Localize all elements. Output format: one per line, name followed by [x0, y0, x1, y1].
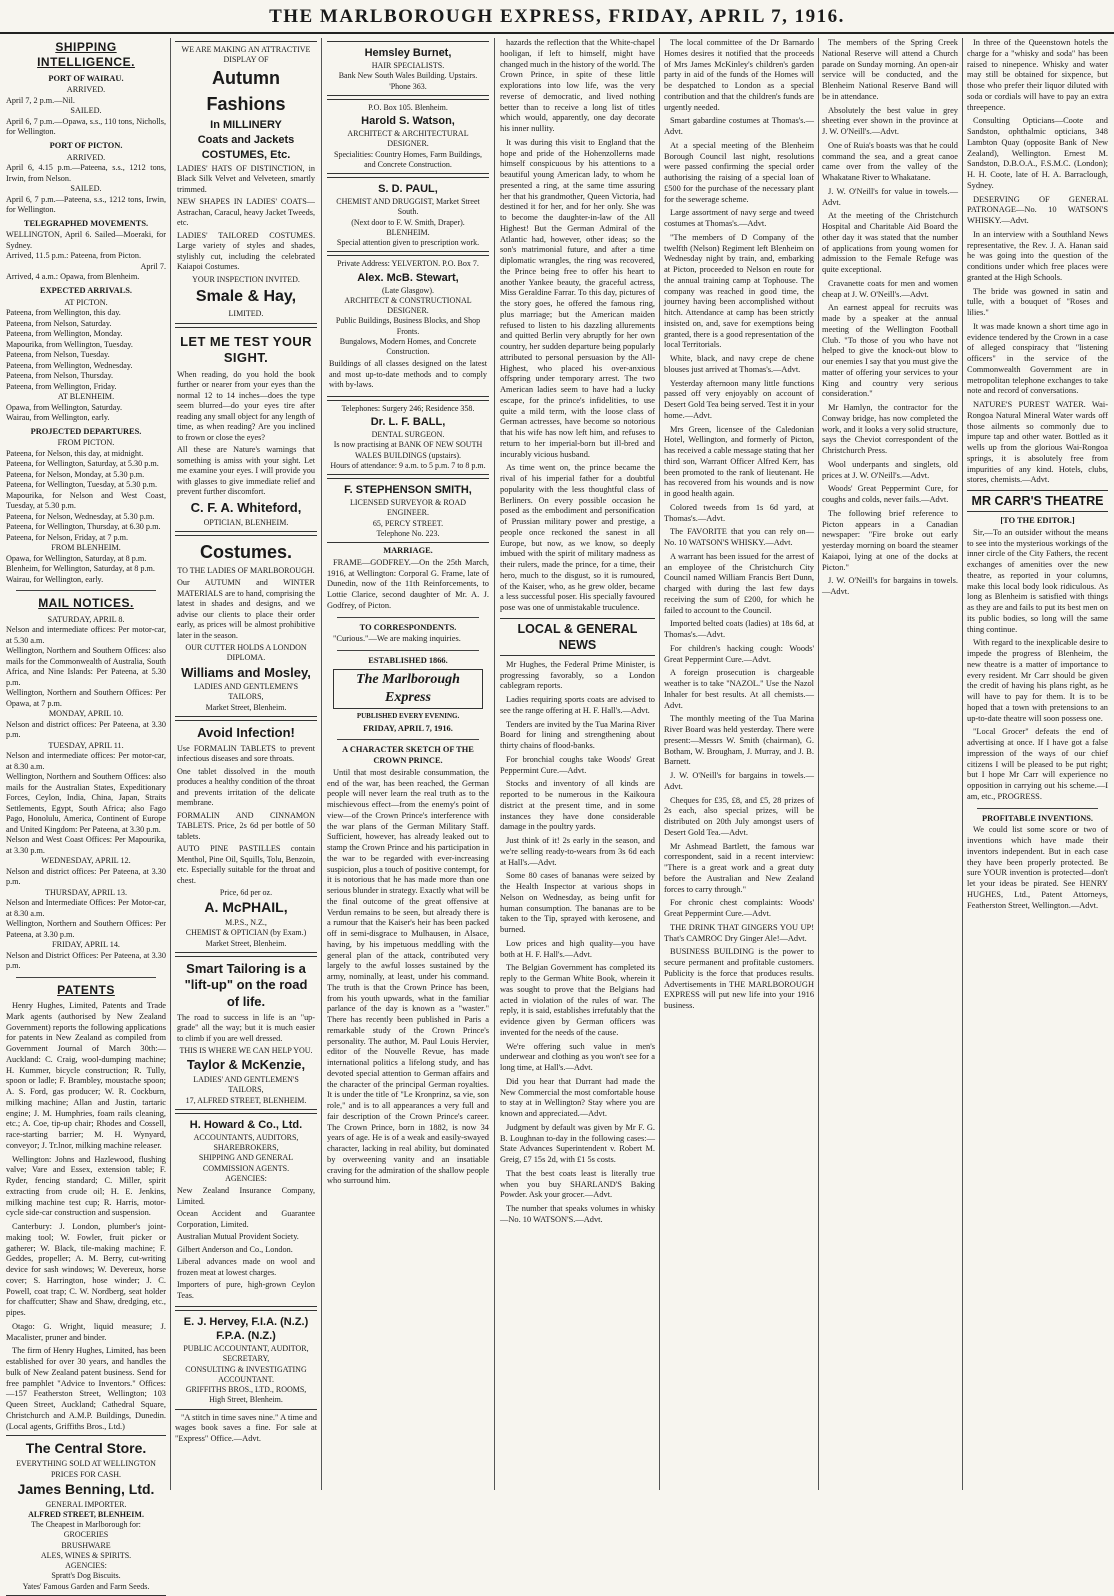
fashions-headline: Autumn: [212, 68, 280, 89]
shipping-line: Wairau, from Wellington, early.: [6, 413, 110, 423]
costumes-to: TO THE LADIES OF MARLBOROUGH.: [177, 565, 315, 575]
news-paragraph: In three of the Queenstown hotels the charge for a "whisky and soda" has been raised to ninepence. Whisky and water may still be obtained for sixpence, but those who prefer their liquor diluted with soda or cordials will have to pay an extra threepence.: [967, 38, 1108, 112]
news-paragraph: White, black, and navy crepe de chene blouses just arrived at Thomas's.—Advt.: [664, 354, 814, 374]
central-store-line: ALES, WINES & SPIRITS.: [40, 1550, 132, 1560]
shipping-line: Pateena, for Wellington, Tuesday, at 5.30 p.m.: [6, 480, 158, 490]
patents-paragraph: Otago: G. Wright, liquid measure; J. Macalister, pruner and binder.: [6, 1321, 166, 1342]
business-card: [327, 177, 489, 252]
projected-list: [6, 438, 166, 585]
tailoring-firm-sub: 17, ALFRED STREET, BLENHEIM.: [185, 1095, 307, 1105]
news-paragraph: That the best coats least is literally true when you buy SHARLAND'S Baking Powder. Ask your grocer.—Advt.: [500, 1168, 655, 1200]
shipping-line: April 7, 2 p.m.—Nil.: [6, 95, 75, 105]
to-editor-line: [TO THE EDITOR.]: [1000, 516, 1075, 525]
card-line: ARCHITECT & ARCHITECTURAL DESIGNER.: [347, 129, 469, 149]
shipping-line: Pateena, for Nelson, Monday, at 5.30 p.m.: [6, 469, 145, 479]
news-paragraph: For children's hacking cough: Woods' Great Peppermint Cure.—Advt.: [664, 643, 814, 664]
news-paragraph: J. W. O'Neill's for bargains in towels.—Advt.: [822, 576, 958, 596]
howard-line: Liberal advances made on wool and frozen meat at lowest charges.: [177, 1257, 315, 1277]
shipping-line: SAILED.: [70, 106, 102, 116]
shipping-line: Pateena, for Nelson, this day, at midnight.: [6, 448, 144, 458]
divider: [337, 650, 479, 651]
hervey-title: E. J. Hervey, F.I.A. (N.Z.) F.P.A. (N.Z.): [183, 1316, 309, 1343]
news-paragraph: Smart gabardine costumes at Thomas's.—Advt.: [664, 116, 814, 136]
sight-title: LET ME TEST YOUR SIGHT.: [180, 333, 312, 366]
shipping-line: Wairau, for Wellington, early.: [6, 574, 104, 584]
shipping-line: Pateena, from Wellington, Friday.: [6, 381, 117, 391]
card-line: ARCHITECT & CONSTRUCTIONAL DESIGNER.: [344, 295, 472, 316]
mail-line: Nelson and intermediate offices: Per motor-car, at 5.30 a.m.: [6, 625, 166, 645]
tailoring-firm-sub: LADIES' AND GENTLEMEN'S TAILORS,: [193, 1075, 299, 1095]
column-rule: [818, 38, 819, 1490]
shipping-line: Blenheim, for Wellington, Saturday, at 8 p.m.: [6, 564, 155, 574]
column-6: [822, 38, 958, 1490]
news-paragraph: BUSINESS BUILDING is the power to secure permanent and profitable customers. Publicity is the force that produces results. Advertisements in THE MARLBOROUGH EXPRESS will put new life into your 1916 business.: [664, 947, 814, 1010]
shipping-line: ARRIVED.: [66, 85, 106, 95]
mail-line: Nelson and intermediate offices: Per motor-car, at 8.30 a.m.: [6, 751, 166, 771]
business-card: [327, 400, 489, 475]
howard-line: Gilbert Anderson and Co., London.: [177, 1244, 293, 1254]
wairau-heading: PORT OF WAIRAU.: [48, 73, 124, 83]
column-rule: [962, 38, 963, 1490]
news-paragraph: An earnest appeal for recruits was made by a speaker at the annual meeting of the Wellington Football Club. "To those of you who have not helped to give the knock-out blow to our enemies I say that you must give the matter of offering your services to your King and country very serious consideration.": [822, 303, 958, 399]
column-rule: [494, 38, 495, 1490]
shipping-line: Pateena, for Nelson, Friday, at 7 p.m.: [6, 532, 129, 542]
mail-line: SATURDAY, APRIL 8.: [47, 614, 125, 624]
shipping-line: AT PICTON.: [64, 297, 108, 307]
card-line: HAIR SPECIALISTS.: [371, 61, 445, 71]
costumes-title: Costumes.: [199, 541, 293, 562]
infection-ad: [175, 720, 317, 953]
published-line: PUBLISHED EVERY EVENING.: [356, 711, 460, 720]
mail-line: Nelson and West Coast Offices: Per Mapourika, at 3.30 p.m.: [6, 835, 166, 855]
news-paragraph: Woods' Great Peppermint Cure, for coughs and colds, never fails.—Advt.: [822, 484, 958, 504]
fashions-line: COSTUMES, Etc.: [201, 148, 291, 161]
hervey-line: PUBLIC ACCOUNTANT, AUDITOR, SECRETARY,: [183, 1344, 309, 1364]
news-paragraph: DESERVING OF GENERAL PATRONAGE—No. 10 WATSON'S WHISKY.—Advt.: [967, 194, 1108, 225]
shipping-line: Pateena, from Wellington, Wednesday.: [6, 360, 133, 370]
news-paragraph: Mrs Green, licensee of the Caledonian Hotel, Wellington, and formerly of Picton, has received a cable message stating that her third son, Warrant Officer Alfred Kerr, has been promoted to the rank of lieutenant. He has recovered from his wounds and is now in good health again.: [664, 424, 814, 498]
news-paragraph: Mr Ashmead Bartlett, the famous war correspondent, said in a recent interview: "There is a great work and a great duty before the Australian and New Zealand forces to carry through.": [664, 841, 814, 894]
central-store-title: The Central Store.: [25, 1440, 147, 1457]
fashions-line: In MILLINERY: [210, 118, 282, 131]
fashions-headline: Fashions: [206, 93, 286, 114]
central-store-line: Spratt's Dog Biscuits.: [51, 1571, 121, 1581]
card-line: Hours of attendance: 9 a.m. to 5 p.m. 7 to 8 p.m.: [330, 460, 486, 470]
shipping-line: Mapourika, from Wellington, Tuesday.: [6, 339, 133, 349]
divider: [16, 590, 156, 591]
mail-line: WEDNESDAY, APRIL 12.: [41, 856, 131, 866]
hervey-line: CONSULTING & INVESTIGATING ACCOUNTANT.: [185, 1364, 307, 1384]
news-paragraph: Large assortment of navy serge and tweed costumes at Thomas's.—Advt.: [664, 208, 814, 228]
news-paragraph: Consulting Opticians—Coote and Sandston, ophthalmic opticians, 348 Lambton Quay (opposite Bank of New Zealand), Wellington. Ernest M. Sandston, D.B.O.A., F.S.M.C. (London); H. H. Coote, late of H. A. Barraclough, Sydney.: [967, 116, 1108, 190]
infection-firm: A. McPHAIL,: [204, 899, 288, 916]
news-paragraph: We're offering such value in men's underwear and clothing as you won't see for a long time, at Hall's.—Advt.: [500, 1041, 655, 1072]
infection-firm-sub: M.P.S., N.Z.,: [225, 918, 267, 928]
patents-paragraph: Henry Hughes, Limited, Patents and Trade Mark agents (authorised by New Zealand Government) reports the following applications for patents in New Zealand as compiled from Government Journal of March 30th:— Auckland: C. Craig, wool-dumping machine; H. Kummer, bicycle construction; R. Tully, spoon or ladle; F. Brambley, moustache spoon; A. S. Ford, gas producer; W. R. Cockburn, milking machine; Allan and Justin, tartaric engine; J. M. Humphries, foam rails cleaning, etc.; A. Coe, tip-up chair; Rhodes and Cossell, race-starting barrier; M. H. Wynyard, conveyor; J. Tr.lnor, milking machine releaser.: [6, 1001, 166, 1150]
leader-paragraph: As time went on, the prince became the rival of his imperial father for a doubtful popularity with the less thoughtful class of Berliners. On every possible occasion he posed as the embodiment and personification of Prussian military power and prestige, a people once reckoned the sanest in all Europe, but now, as we know, so deeply imbued with the spirit of military madness as their rulers, made the prince, for a time, their hero, much to the disgust, so it is rumoured, of the Kaiser, who, as he grew older, became a less successful poser. His specially favoured pose was one of unmistakable truculence.: [500, 463, 655, 612]
news-paragraph: A warrant has been issued for the arrest of an employee of the Christchurch City Council named William Francis Bert Dunn, charged with during the last few days receiving the sum of £200, for which he failed to account to the Council.: [664, 551, 814, 615]
mail-line: Wellington, Northern and Southern Offices: Per Pateena, at 3.30 p.m.: [6, 919, 166, 939]
fashions-ad: [175, 41, 317, 324]
news-paragraph: The number that speaks volumes in whisky—No. 10 WATSON'S.—Advt.: [500, 1204, 655, 1224]
howard-line: Importers of pure, high-grown Ceylon Teas.: [177, 1280, 315, 1300]
shipping-line: April 6, 4.15 p.m.—Pateena, s.s., 1212 tons, Irwin, from Nelson.: [6, 163, 166, 183]
sight-text: When reading, do you hold the book further or nearer from your eyes than the normal 12 to 14 inches—does the type seem blurred—do your eyes tire after reading any small object for any length of time, as when reading? Are you inclined to frown or close the eyes?: [177, 369, 315, 442]
fashions-firm-sub: LIMITED.: [228, 309, 264, 319]
news-paragraph: In an interview with a Southland News representative, the Rev. J. A. Hanan said he was going into the question of the conditions under which free places were granted at the High Schools.: [967, 229, 1108, 282]
news-paragraph: One of Ruia's boasts was that he could command the sea, and a great canoe came over from the valley of the Whakatane River to Whakatane.: [822, 140, 958, 182]
correspondents-heading: TO CORRESPONDENTS.: [359, 622, 457, 632]
shipping-line: Mapourika, for Nelson and West Coast, Tuesday, at 5.30 p.m.: [6, 490, 166, 511]
hervey-ad: [175, 1310, 317, 1410]
card-line: (Next door to F. W. Smith, Draper). BLENHEIM.: [351, 217, 465, 237]
mail-line: Nelson and Intermediate Offices: Per Motor-car, at 8.30 a.m.: [6, 898, 166, 918]
picton-list: [6, 153, 166, 216]
shipping-line: Opawa, for Wellington, Saturday, at 8 p.m.: [6, 553, 147, 563]
mail-line: Nelson and District Offices: Per Pateena, at 3.30 p.m.: [6, 950, 166, 971]
local-news-heading: LOCAL & GENERAL NEWS: [500, 618, 655, 656]
tailoring-text: THIS IS WHERE WE CAN HELP YOU.: [179, 1046, 313, 1056]
card-line: Bungalows, Modern Homes, and Concrete Construction.: [339, 336, 477, 356]
card-line: Telephone No. 223.: [376, 528, 440, 538]
card-line: Buildings of all classes designed on the latest and most up-to-date methods and to comply with by-laws.: [329, 359, 487, 390]
news-paragraph: Colored tweeds from 1s 6d yard, at Thomas's.—Advt.: [664, 502, 814, 523]
news-paragraph: The local committee of the Dr Barnardo Homes desires it notified that the proceeds of Mrs James McKinley's children's garden party in aid of the funds of the Homes will be despatched to London as a special contribution and that the children's funds are urgently needed.: [664, 38, 814, 112]
howard-line: New Zealand Insurance Company, Limited.: [177, 1186, 315, 1206]
mail-notices-heading: MAIL NOTICES.: [38, 596, 134, 611]
mail-line: Wellington, Northern and Southern Offices: also mails for the Australian States, Expeditionary Forces, Ceylon, India, China, Japan, Straits Settlements, Egypt, South Africa; also Fago Pago, Honolulu, America, Continent of Europe and United Kingdom: Per Pateena, at 3.30 p.m.: [6, 772, 166, 834]
howard-title: H. Howard & Co., Ltd.: [189, 1118, 303, 1131]
infection-text: Price, 6d per oz.: [219, 888, 273, 897]
news-paragraph: The following brief reference to Picton appears in a Canadian newspaper: "Fire broke out early yesterday morning on board the steamer Kaiapoi, lying at one of the docks at Picton.": [822, 508, 958, 572]
column-1: [6, 38, 166, 1591]
shipping-line: Opawa, from Wellington, Saturday.: [6, 402, 122, 412]
central-store-ad: [6, 1435, 166, 1595]
news-paragraph: Ladies requiring sports coats are advised to see the range offering at H. F. Hall's.—Advt.: [500, 695, 655, 715]
infection-text: Use FORMALIN TABLETS to prevent infectious diseases and sore throats.: [177, 743, 315, 763]
card-line: Is now practising at BANK OF NEW SOUTH WALES BUILDINGS (upstairs).: [333, 440, 483, 460]
fashions-text: YOUR INSPECTION INVITED.: [192, 274, 300, 284]
news-paragraph: Did you hear that Durrant had made the New Commercial the most comfortable house to stay at in Wellington? Stay where you are known and appreciated.—Advt.: [500, 1076, 655, 1118]
news-paragraph: The bride was gowned in satin and tulle, with a bouquet of "Roses and lilies.": [967, 286, 1108, 317]
card-line: LICENSED SURVEYOR & ROAD ENGINEER.: [349, 498, 467, 518]
costumes-firm-sub: Market Street, Blenheim.: [205, 702, 287, 712]
column-rule: [321, 38, 322, 1490]
column-4: [500, 38, 655, 1490]
news-paragraph: It was made known a short time ago in evidence tendered by the Crown in a case of alleged conspiracy that "listening officers" in the service of the Commonwealth Government are in metropolitan telephone exchanges to take note and record of conversations.: [967, 321, 1108, 396]
news-paragraph: "The members of D Company of the twelfth (Nelson) Regiment left Blenheim on Wednesday night by train, and, embarking at Picton, proceeded to Nelson en route for the annual training camp at Tophouse. The company was reached in good time, the journey having been accomplished without hitch. Attendance at camp has been strictly insisted on, and, save for exemptions being granted, there is a good representation of the local Territorials.: [664, 232, 814, 350]
central-store-line: ALFRED STREET, BLENHEIM.: [28, 1509, 144, 1519]
news-paragraph: Tenders are invited by the Tua Marina River Board for lining and strengthening about thirty chains of flood-banks.: [500, 719, 655, 750]
news-paragraph: J. W. O'Neill's for value in towels.—Advt.: [822, 186, 958, 207]
masthead: [0, 0, 1114, 34]
costumes-firm: Williams and Mosley,: [181, 664, 311, 680]
costumes-text: Our AUTUMN and WINTER MATERIALS are to hand, comprising the latest in shades and designs, and we advise our clients to place their order early, as prices will be almost prohibitive later in the season.: [177, 578, 315, 640]
news-paragraph: J. W. O'Neill's for bargains in towels.—Advt.: [664, 771, 814, 791]
central-store-line: BRUSHWARE: [61, 1540, 111, 1550]
shipping-line: Pateena, for Wellington, Thursday, at 6.30 p.m.: [6, 522, 161, 532]
shipping-line: April 6, 7 p.m.—Opawa, s.s., 110 tons, Nicholls, for Wellington.: [6, 116, 166, 137]
card-line: 65, PERCY STREET.: [372, 518, 444, 528]
shipping-line: April 7.: [140, 261, 166, 271]
news-paragraph: The FAVORITE that you can rely on—No. 10 WATSON'S WHISKY.—Advt.: [664, 527, 814, 547]
marriage-notice: FRAME—GODFREY.—On the 25th March, 1916, at Wellington: Corporal G. Frame, late of Dunedin, now of the 11th Reinforcements, to Lottie Clarice, second daughter of Mr. A. J. Godfrey, of Picton.: [327, 557, 489, 610]
news-paragraph: Mr Hamlyn, the contractor for the Conway bridge, has now completed the work, and it looks a very solid structure, says the Cheviot correspondent of the Christchurch Press.: [822, 403, 958, 455]
card-line: CHEMIST AND DRUGGIST, Market Street South.: [336, 197, 480, 217]
costumes-firm-sub: LADIES AND GENTLEMEN'S TAILORS,: [193, 682, 299, 702]
news-paragraph: The Belgian Government has completed its reply to the German White Book, wherein it was sought to prove that the Belgians had acted in violation of the rules of war. The reply, it is said, establishes irrefutably that the evidence given by German officers was invented for the needs of the cause.: [500, 963, 655, 1037]
card-line: DENTAL SURGEON.: [371, 430, 445, 440]
card-name: Dr. L. F. BALL,: [370, 415, 446, 428]
central-store-firm: James Benning, Ltd.: [17, 1480, 155, 1497]
divider: [16, 977, 156, 978]
shipping-line: Pateena, from Wellington, this day.: [6, 308, 121, 318]
projected-heading: PROJECTED DEPARTURES.: [30, 426, 142, 436]
expected-heading: EXPECTED ARRIVALS.: [40, 285, 132, 295]
letter-paragraph: With regard to the inexplicable desire to impede the progress of Blenheim, the new theatre is a matter of importance to every resident. Mr Carr should be given the credit of having his plans right, as he will have to pay for them. It is to be hoped that a town with pretensions to an up-to-date theatre will soon possess one.: [967, 638, 1108, 723]
dateline: FRIDAY, APRIL 7, 1916.: [363, 723, 453, 733]
patents-paragraph: The firm of Henry Hughes, Limited, has been established for over 30 years, and handles the bulk of New Zealand patent business. Send for free pamphlet "Advice to Inventors." Offices:—157 Featherston Street, Wellington; 103 Queen Street, Auckland; Cathedral Square, Christchurch and A.M.P. Buildings, Dunedin. (Local agents, Griffiths Bros., Ltd.): [6, 1346, 166, 1431]
howard-line: Australian Mutual Provident Society.: [177, 1232, 299, 1242]
leader-paragraph: Until that most desirable consummation, the end of the war, has been reached, the German people will never learn the real truth as to the mischievous effect—from the enemy's point of view—of the Crown Prince's interference with the war plans of the German Military Staff. Sufficient, however, has already leaked out to stamp the Crown Prince and his participation in the war to be regarded with ever-increasing suspicion, plus a touch of positive contempt, for it is notorious that he has made more than one serious blunder in strategy. Exactly what will be the final outcome of the great offensive at Verdun remains to be seen, but already there is a rumour that the Kaiser's heir has been packed off in semi-disgrace to Mulhausen, in Alsace, having, by his impetuous meddling with the general plan of the attack, contributed very largely to the awful losses sustained by the army, nominally, at least, under his command. The truth is that the Crown Prince has been, from his youth upwards, what in the familiar parlance of the day is known as a "waster." There has recently been published in Paris a remarkable study of the Crown Prince's personality. The author, M. Paul Louis Hervier, editor of the Nouvelle Revue, has made international politics a lifelong study, and has devoted special attention to German affairs and the character of the principal German royalties. It is under the title of "Le Kronprinz, sa vie, son role," and is to all appearances a very full and fair description of the Crown Prince's career. The Crown Prince, born in 1882, is now 34 years of age. He is of a weak and easily-swayed character, lacking in real ability, but dominated by overweening vanity and an insatiable craving for the admiration of the shallow people who surround him.: [327, 767, 489, 1186]
card-line: Specialities: Country Homes, Farm Buildings, and Concrete Construction.: [334, 149, 482, 169]
column-rule: [659, 38, 660, 1490]
infection-firm-sub: CHEMIST & OPTICIAN (by Exam.): [185, 928, 307, 938]
stitch-notice: "A stitch in time saves nine." A time and wages book saves a fine. For sale at "Express" Office.—Advt.: [175, 1412, 317, 1444]
expected-list: [6, 298, 166, 424]
fashions-line: Coats and Jackets: [197, 133, 295, 146]
infection-text: AUTO PINE PASTILLES contain Menthol, Pine Oil, Squills, Tolu, Benzoin, etc. Especially suitable for the throat and chest.: [177, 844, 316, 885]
fashions-text: LADIES' HATS OF DISTINCTION, in Black Silk Velvet and Velveteen, smartly trimmed.: [177, 163, 315, 194]
shipping-line: FROM BLENHEIM.: [51, 543, 121, 553]
news-paragraph: A foreign prosecution is chargeable weather is to take "NAZOL." Use the Nazol Inhaler for best results. At all chemists.—Advt.: [664, 668, 814, 710]
infection-text: FORMALIN AND CINNAMON TABLETS. Price, 2s 6d per bottle of 50 tablets.: [177, 810, 315, 841]
card-name: S. D. PAUL,: [378, 183, 438, 196]
tailoring-ad: [175, 956, 317, 1110]
howard-line: AGENCIES:: [225, 1173, 267, 1183]
business-card: [327, 99, 489, 174]
mail-line: TUESDAY, APRIL 11.: [48, 740, 124, 750]
news-paragraph: At a special meeting of the Blenheim Borough Council last night, resolutions were passed confirming the special order authorising the raising of a special loan of £500 for the purchase of the necessary plant for the sewerage scheme.: [664, 140, 814, 204]
marriage-heading: MARRIAGE.: [383, 546, 433, 555]
news-paragraph: The monthly meeting of the Tua Marina River Board was held yesterday. There were present:—Messrs W. Smith (chairman), G. Botham, W. Brougham, J. Murray, and J. B. Barnett.: [664, 714, 814, 767]
news-paragraph: Cheques for £35, £8, and £5, 28 prizes of 2s each, also special prizes, will be distributed on 20th July amongst users of Desert Gold Tea.—Advt.: [664, 795, 814, 837]
shipping-line: Pateena, for Nelson, Wednesday, at 5.30 p.m.: [6, 511, 155, 521]
shipping-line: SAILED.: [70, 184, 102, 194]
card-name: Harold S. Watson,: [361, 115, 455, 128]
infection-firm-sub: Market Street, Blenheim.: [205, 938, 287, 948]
hervey-line: GRIFFITHS BROS., LTD., ROOMS, High Street, Blenheim.: [185, 1385, 307, 1405]
shipping-line: Arrived, 4 a.m.: Opawa, from Blenheim.: [6, 272, 140, 282]
leader-paragraph: It was during this visit to England that the hope and pride of the Hohenzollerns made himself conspicuous by his attentions to a beautiful young American lady, to whom he presented a ring, at the same time assuring her that his grandmother, Queen Victoria, had destined it for her, and for her only. She was to become the daughter-in-law of the All Highest! But the German Admiral of the Atlantic had, however, other ideas; so the son's matrimonial future, and after a time diplomatic wrangles, the ring was recovered, the Prince being free to offer his heart to another Yankee beauty, the graceful actress, Miss Geraldine Farrar. To this day, pictures of the story goes, he offered the famous ring, plus marriage; but the American maiden refused to listen to his dazzling allurements and quitted Berlin very abruptly for her own country, her sudden departure being popularly attributed to personal persuasion by the All-Highest, who placed his over-anxious offspring under temporary arrest. The two American ladies seem to have had a lucky escape, for the prince's infidelities, to use quite a mild term, with the loose class of German actresses, have become so notorious that his wife has now left him, and refuses to return to her imperial-born but ill-bred and incurably vicious husband.: [500, 137, 655, 459]
shipping-line: Pateena, for Wellington, Saturday, at 5.30 p.m.: [6, 459, 159, 469]
divider: [337, 739, 479, 740]
news-paragraph: Judgment by default was given by Mr F. G. B. Loughnan to-day in the following cases:—State Advances Superintendent v. Robert M. Greig, £7 15s 2d, with £1 5s costs.: [500, 1122, 655, 1164]
infection-title: Avoid Infection!: [197, 724, 295, 740]
fashions-firm: Smale & Hay,: [195, 288, 297, 305]
central-store-line: Yates' Famous Garden and Farm Seeds.: [22, 1581, 150, 1591]
leader-paragraph: hazards the reflection that the White-chapel hooligan, if left to himself, might have changed much in the history of the world. The Crown Prince, in spite of these little explorations into low life, was the very reverse of democratic, and lived nothing better than to receive a long list of titles which would, apparently, one day decorate his inner nullity.: [500, 38, 655, 133]
shipping-line: Pateena, from Wellington, Monday.: [6, 329, 123, 339]
sight-ad: [175, 327, 317, 532]
mail-line: Nelson and district offices: Per Pateena, at 3.30 p.m.: [6, 866, 166, 887]
news-paragraph: For bronchial coughs take Woods' Great Peppermint Cure.—Advt.: [500, 754, 655, 775]
shipping-line: April 6, 7 p.m.—Pateena, s.s., 1212 tons, Irwin, for Wellington.: [6, 194, 166, 215]
card-line: Telephones: Surgery 246; Residence 358.: [341, 403, 475, 413]
leader-heading: A CHARACTER SKETCH OF THE CROWN PRINCE.: [342, 745, 474, 766]
letter-paragraph: "Local Grocer" defeats the end of advertising at once. If I have got a false impression of the ways of our chief citizens I will be pleased to be put right; but I hope Mr Carr will experience no opposition in carrying out his scheme.—I am, etc., PROGRESS.: [967, 727, 1108, 801]
theatre-heading: MR CARR'S THEATRE: [967, 490, 1108, 512]
shipping-line: Pateena, from Nelson, Tuesday.: [6, 350, 110, 360]
masthead-title: THE MARLBOROUGH EXPRESS, FRIDAY, APRIL 7, 1916.: [269, 6, 845, 27]
inventions-paragraph: We could list some score or two of inventions which have made their inventors independent. But in each case they have been properly protected. Be sure YOUR invention is protected—don't let your ideas be pirated. See HENRY HUGHES, Ltd., Patent Attorneys, Featherston Street, Wellington.—Advt.: [967, 825, 1108, 910]
mail-notices-list: [6, 615, 166, 972]
news-paragraph: Some 80 cases of bananas were seized by the Health Inspector at various shops in Nelson on Wednesday, as being unfit for human consumption. The bananas are to be taken to the Tip, sprayed with kerosene, and burned.: [500, 871, 655, 934]
card-line: Public Buildings, Business Blocks, and Shop Fronts.: [335, 316, 481, 336]
news-paragraph: THE DRINK THAT GINGERS YOU UP! That's CAMROC Dry Ginger Ale!—Advt.: [664, 922, 814, 943]
column-5: [664, 38, 814, 1490]
letter-paragraph: Sir,—To an outsider without the means to see into the mysterious workings of the inner circle of the City Fathers, the recent exchanges of amenities over the new theatre, as reported in your columns, make this local body look ridiculous. As long as Blenheim is satisfied with things as they are and fails to put its best men on its public bodies, so long will the same thing continue.: [967, 527, 1108, 634]
mail-line: Wellington, Northern and Southern Offices: also mails for the Commonwealth of Australia, South Africa, and Nine Islands: Per Pateena, at 5.30 p.m.: [6, 646, 166, 687]
card-line: Private Address: YELVERTON. P.O. Box 7.: [337, 259, 479, 269]
inventions-heading: PROFITABLE INVENTIONS.: [981, 813, 1094, 823]
business-card: [327, 41, 489, 96]
card-line: (Late Glasgow).: [382, 285, 434, 295]
news-paragraph: Yesterday afternoon many little functions passed off very enjoyably on account of Desert Gold Tea being served. Test it in your home.—Advt.: [664, 378, 814, 420]
divider: [337, 617, 479, 618]
card-line: Special attention given to prescription work.: [336, 238, 480, 248]
news-paragraph: The members of the Spring Creek National Reserve will attend a Church parade on Sunday morning. An open-air service will be conducted, and the Blenheim National Reserve Band will be in attendance.: [822, 38, 958, 101]
card-line: Bank New South Wales Building. Upstairs.: [338, 71, 478, 81]
patents-paragraph: Wellington: Johns and Hazlewood, flushing valve; Vare and Essex, extension table; F. Ryder, fencing standard; C. Miller, spirit extracting from crude oil; H. E. Jenkins, milking machine test cup; R. Harris, motor-cycle side-car construction and suspension.: [6, 1154, 166, 1218]
sight-firm-sub: OPTICIAN, BLENHEIM.: [203, 517, 289, 527]
telegraphed-list: [6, 230, 166, 283]
news-paragraph: Wool underpants and singlets, old prices at J. W. O'Neill's.—Advt.: [822, 459, 958, 480]
news-paragraph: Cravanette coats for men and women cheap at J. W. O'Neill's.—Advt.: [822, 278, 958, 299]
mail-line: MONDAY, APRIL 10.: [48, 709, 124, 719]
patents-paragraph: Canterbury: J. London, plumber's joint-making tool; W. Fowler, fruit picker or gatherer; W. Black, tile-making machine; F. Geddes, propeller; A. M. Berry, cut-writing device for sash windows; W. Devereux, horse cover; S. Harrington, hose winder; J. C. Powell, coat trap; C. W. Nordberg, seat holder for chaffcutter; Shaw and Shaw, dredging, etc., pipes.: [6, 1222, 166, 1318]
central-store-line: The Cheapest in Marlborough for:: [31, 1520, 141, 1530]
business-card: [327, 478, 489, 543]
card-line: 'Phone 363.: [389, 81, 427, 91]
newspaper-logo: The Marlborough Express: [333, 669, 483, 709]
correspondents-notice: "Curious."—We are making inquiries.: [333, 634, 461, 644]
business-card: [327, 255, 489, 396]
shipping-line: Pateena, from Nelson, Thursday.: [6, 371, 114, 381]
fashions-text: LADIES' TAILORED COSTUMES. Large variety of styles and shades, stylishly cut, including the celebrated Kaiapoi Costumes.: [177, 230, 315, 272]
card-line: P.O. Box 105. Blenheim.: [368, 102, 448, 112]
news-paragraph: For chronic chest complaints: Woods' Great Peppermint Cure.—Advt.: [664, 898, 814, 918]
card-name: Alex. McB. Stewart,: [357, 271, 459, 284]
column-2: [175, 38, 317, 1490]
howard-line: Ocean Accident and Guarantee Corporation, Limited.: [177, 1209, 315, 1229]
shipping-line: Arrived, 11.5 p.m.: Pateena, from Picton.: [6, 251, 141, 261]
established-line: ESTABLISHED 1866.: [368, 656, 448, 665]
central-store-line: GROCERIES: [63, 1530, 109, 1540]
shipping-line: AT BLENHEIM.: [57, 392, 115, 402]
central-store-line: EVERYTHING SOLD AT WELLINGTON PRICES FOR CASH.: [16, 1459, 156, 1479]
fashions-intro: WE ARE MAKING AN ATTRACTIVE DISPLAY OF: [181, 45, 311, 65]
infection-text: One tablet dissolved in the mouth produces a healthy condition of the throat and prevents irritation of the delicate membrane.: [177, 766, 315, 807]
wairau-list: [6, 85, 166, 138]
news-paragraph: At the meeting of the Christchurch Hospital and Charitable Aid Board the other day it was stated that the number of applications from young women for admission to the Female Refuge was quite exceptional.: [822, 211, 958, 274]
mail-line: THURSDAY, APRIL 13.: [44, 887, 128, 897]
card-name: F. STEPHENSON SMITH,: [344, 483, 472, 496]
picton-heading: PORT OF PICTON.: [49, 140, 123, 150]
costumes-text: OUR CUTTER HOLDS A LONDON DIPLOMA.: [185, 643, 307, 663]
howard-line: SHIPPING AND GENERAL COMMISSION AGENTS.: [198, 1153, 294, 1173]
fashions-text: NEW SHAPES IN LADIES' COATS—Astrachan, Caracul, heavy Jacket Tweeds, etc.: [177, 197, 315, 228]
shipping-line: Pateena, from Nelson, Saturday.: [6, 318, 112, 328]
news-paragraph: Absolutely the best value in grey sheeting ever shown in the province at J. W. O'Neill's.—Advt.: [822, 105, 958, 136]
mail-line: FRIDAY, APRIL 14.: [52, 940, 120, 950]
howard-line: ACCOUNTANTS, AUDITORS, SHAREBROKERS,: [193, 1132, 299, 1153]
telegraphed-heading: TELEGRAPHED MOVEMENTS.: [23, 218, 149, 228]
card-name: Hemsley Burnet,: [364, 47, 452, 59]
shipping-line: ARRIVED.: [66, 152, 106, 162]
news-paragraph: Low prices and high quality—you have both at H. F. Hall's.—Advt.: [500, 938, 655, 959]
central-store-line: AGENCIES:: [65, 1561, 107, 1571]
tailoring-title: Smart Tailoring is a "lift-up" on the road of life.: [184, 960, 308, 1010]
news-paragraph: Imported belted coats (ladies) at 18s 6d, at Thomas's.—Advt.: [664, 619, 814, 639]
central-store-line: GENERAL IMPORTER.: [45, 1499, 127, 1509]
column-3: [327, 38, 489, 1490]
tailoring-text: The road to success in life is an "up-grade" all the way; but it is much easier to climb if you are well dressed.: [177, 1012, 315, 1043]
mail-line: Wellington, Northern and Southern Offices: Per Opawa, at 7 p.m.: [6, 688, 166, 708]
shipping-line: FROM PICTON.: [57, 438, 115, 448]
shipping-heading: SHIPPING INTELLIGENCE.: [37, 40, 135, 70]
costumes-ad: [175, 535, 317, 717]
divider: [977, 808, 1098, 809]
shipping-line: WELLINGTON, April 6. Sailed—Moeraki, for Sydney.: [6, 230, 166, 250]
news-paragraph: Just think of it! 2s early in the season, and we're selling ready-to-wears from 3s 6d each at Hall's.—Advt.: [500, 836, 655, 867]
sight-text: All these are Nature's warnings that something is amiss with your sight. Let me examine your eyes. I will provide you with glasses to give immediate relief and prevent further discomfort.: [177, 445, 315, 497]
news-paragraph: Stocks and inventory of all kinds are reported to be numerous in the Kaikoura district at the present time, and in some instances they have done considerable damage in the poultry yards.: [500, 779, 655, 832]
column-rule: [170, 38, 171, 1490]
tailoring-firm: Taylor & McKenzie,: [186, 1057, 306, 1073]
news-paragraph: Mr Hughes, the Federal Prime Minister, is progressing favorably, so a London cablegram reports.: [500, 659, 655, 691]
mail-line: Nelson and district offices: Per Pateena, at 3.30 p.m.: [6, 719, 166, 740]
column-7: [967, 38, 1108, 1490]
patents-heading: PATENTS: [57, 982, 115, 997]
news-paragraph: NATURE'S PUREST WATER. Wai-Rongoa Natural Mineral Water wards off those ailments so commonly due to impure tap and other water. Bottled as it wells up from the glorious Wai-Rongoa springs, it is absolutely free from impurities of any kind. Hotels, clubs, stores, chemists.—Advt.: [967, 400, 1108, 485]
sight-firm: C. F. A. Whiteford,: [190, 499, 302, 515]
howard-ad: [175, 1113, 317, 1307]
